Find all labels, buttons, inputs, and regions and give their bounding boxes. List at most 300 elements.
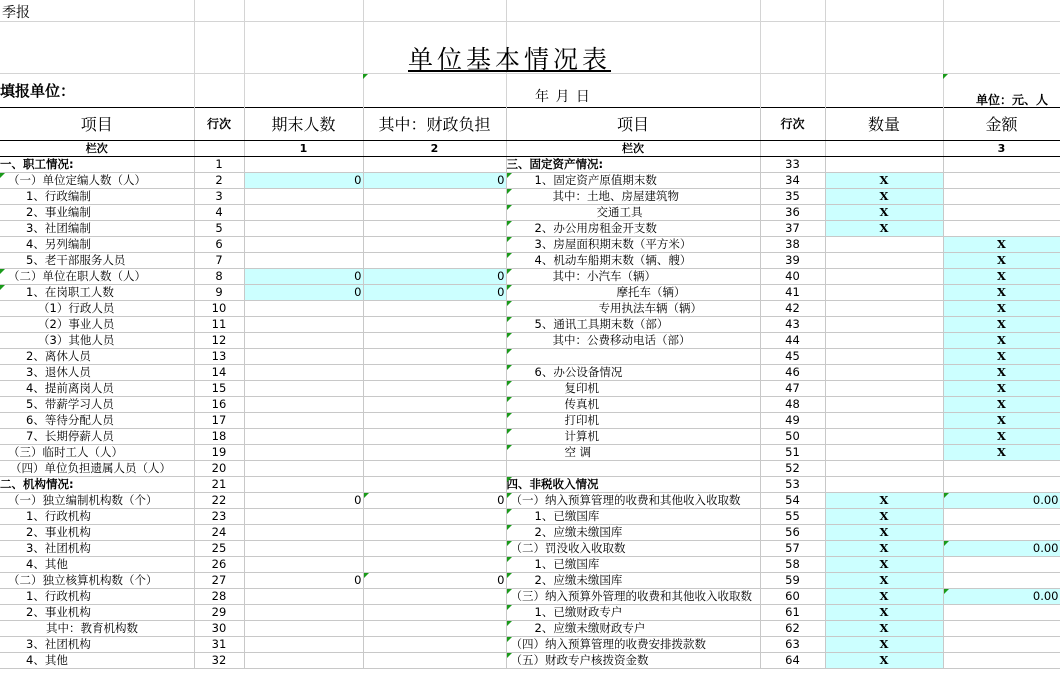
quantity-cell[interactable]: X: [825, 189, 943, 205]
left-item-label: 3、社团编制: [0, 221, 194, 237]
amount-cell[interactable]: [943, 621, 1060, 637]
right-row-number: 49: [760, 413, 825, 429]
right-row-number: 40: [760, 269, 825, 285]
right-item-label: 2、应缴未缴国库: [506, 525, 760, 541]
quantity-cell[interactable]: X: [825, 205, 943, 221]
quantity-cell[interactable]: [825, 237, 943, 253]
period-end-count-cell[interactable]: [244, 461, 363, 477]
quantity-cell[interactable]: [825, 413, 943, 429]
amount-cell[interactable]: X: [943, 269, 1060, 285]
right-item-label: 交通工具: [506, 205, 760, 221]
period-end-count-cell[interactable]: [244, 365, 363, 381]
table-row: [0, 413, 1060, 429]
right-row-number: 43: [760, 317, 825, 333]
right-item-label: 2、办公用房租金开支数: [506, 221, 760, 237]
table-row: [0, 429, 1060, 445]
period-end-count-cell[interactable]: 0: [244, 173, 363, 189]
quantity-cell[interactable]: [825, 157, 943, 173]
comment-marker: [363, 74, 368, 79]
left-item-label: 3、社团机构: [0, 637, 194, 653]
left-item-label: 4、另列编制: [0, 237, 194, 253]
period-end-count-cell[interactable]: [244, 653, 363, 669]
right-row-number: 35: [760, 189, 825, 205]
period-end-count-cell[interactable]: [244, 189, 363, 205]
right-item-label: [506, 461, 760, 477]
left-item-label: （二）单位在职人数（人）: [0, 269, 194, 285]
finance-count-cell[interactable]: [363, 557, 506, 573]
period-end-count-cell[interactable]: [244, 349, 363, 365]
finance-count-cell[interactable]: [363, 413, 506, 429]
quantity-cell[interactable]: [825, 429, 943, 445]
period-end-count-cell[interactable]: [244, 621, 363, 637]
amount-cell[interactable]: [943, 525, 1060, 541]
period-end-count-cell[interactable]: [244, 317, 363, 333]
table-row: [0, 477, 1060, 493]
sub-header-empty: [825, 141, 943, 157]
amount-cell[interactable]: [943, 605, 1060, 621]
table-row: [0, 285, 1060, 301]
right-item-label: 复印机: [506, 381, 760, 397]
left-row-number: 24: [194, 525, 244, 541]
right-row-number: 61: [760, 605, 825, 621]
left-row-number: 7: [194, 253, 244, 269]
finance-count-cell[interactable]: 0: [363, 573, 506, 589]
right-item-label: 四、非税收入情况: [506, 477, 760, 493]
finance-count-cell[interactable]: [363, 637, 506, 653]
left-row-number: 4: [194, 205, 244, 221]
period-end-count-cell[interactable]: [244, 301, 363, 317]
left-row-number: 22: [194, 493, 244, 509]
quantity-cell[interactable]: X: [825, 605, 943, 621]
header-item: 项目: [0, 108, 194, 141]
right-row-number: 51: [760, 445, 825, 461]
amount-cell[interactable]: X: [943, 381, 1060, 397]
header-of-which-finance: 其中：财政负担: [363, 108, 506, 141]
quantity-cell[interactable]: [825, 461, 943, 477]
unit-note: 单位：元、人: [976, 93, 1049, 107]
table-row: [0, 461, 1060, 477]
left-row-number: 19: [194, 445, 244, 461]
left-row-number: 17: [194, 413, 244, 429]
period-end-count-cell[interactable]: [244, 429, 363, 445]
report-type-label: 季报: [2, 5, 30, 21]
sub-header-c3: 3: [943, 141, 1060, 157]
quantity-cell[interactable]: [825, 365, 943, 381]
table-row: [0, 221, 1060, 237]
left-item-label: （3）其他人员: [0, 333, 194, 349]
left-item-label: （四）单位负担遗属人员（人）: [0, 461, 194, 477]
quantity-cell[interactable]: [825, 397, 943, 413]
right-row-number: 47: [760, 381, 825, 397]
quantity-cell[interactable]: [825, 285, 943, 301]
left-row-number: 27: [194, 573, 244, 589]
header-quantity: 数量: [825, 108, 943, 141]
header-period-end-count: 期末人数: [244, 108, 363, 141]
right-item-label: 计算机: [506, 429, 760, 445]
finance-count-cell[interactable]: [363, 301, 506, 317]
header-row-no-2: 行次: [760, 108, 825, 141]
amount-cell[interactable]: 0.00: [943, 589, 1060, 605]
finance-count-cell[interactable]: [363, 205, 506, 221]
period-end-count-cell[interactable]: [244, 237, 363, 253]
finance-count-cell[interactable]: [363, 509, 506, 525]
left-item-label: 2、事业编制: [0, 205, 194, 221]
quantity-cell[interactable]: X: [825, 221, 943, 237]
finance-count-cell[interactable]: [363, 445, 506, 461]
quantity-cell[interactable]: [825, 381, 943, 397]
header-item-2: 项目: [506, 108, 760, 141]
quantity-cell[interactable]: [825, 349, 943, 365]
quantity-cell[interactable]: X: [825, 637, 943, 653]
right-item-label: 其中：土地、房屋建筑物: [506, 189, 760, 205]
quantity-cell[interactable]: X: [825, 173, 943, 189]
right-item-label: 6、办公设备情况: [506, 365, 760, 381]
finance-count-cell[interactable]: [363, 157, 506, 173]
right-item-label: 打印机: [506, 413, 760, 429]
right-row-number: 53: [760, 477, 825, 493]
period-end-count-cell[interactable]: [244, 557, 363, 573]
left-item-label: 3、社团机构: [0, 541, 194, 557]
quantity-cell[interactable]: [825, 445, 943, 461]
right-row-number: 60: [760, 589, 825, 605]
table-row: [0, 541, 1060, 557]
amount-cell[interactable]: 0.00: [943, 493, 1060, 509]
left-item-label: 4、其他: [0, 653, 194, 669]
table-row: [0, 397, 1060, 413]
quantity-cell[interactable]: [825, 301, 943, 317]
period-end-count-cell[interactable]: [244, 445, 363, 461]
finance-count-cell[interactable]: [363, 317, 506, 333]
amount-cell[interactable]: [943, 557, 1060, 573]
quantity-cell[interactable]: X: [825, 509, 943, 525]
finance-count-cell[interactable]: [363, 189, 506, 205]
finance-count-cell[interactable]: [363, 621, 506, 637]
amount-cell[interactable]: [943, 461, 1060, 477]
left-item-label: 4、提前离岗人员: [0, 381, 194, 397]
left-row-number: 18: [194, 429, 244, 445]
right-item-label: 3、房屋面积期末数（平方米）: [506, 237, 760, 253]
quantity-cell[interactable]: X: [825, 573, 943, 589]
period-end-count-cell[interactable]: [244, 221, 363, 237]
right-item-label: 1、已缴国库: [506, 557, 760, 573]
finance-count-cell[interactable]: [363, 349, 506, 365]
left-row-number: 25: [194, 541, 244, 557]
table-row: [0, 189, 1060, 205]
right-row-number: 56: [760, 525, 825, 541]
sub-header-col-label: 栏次: [0, 141, 194, 157]
left-row-number: 6: [194, 237, 244, 253]
right-row-number: 54: [760, 493, 825, 509]
right-row-number: 52: [760, 461, 825, 477]
right-row-number: 50: [760, 429, 825, 445]
finance-count-cell[interactable]: [363, 253, 506, 269]
left-row-number: 32: [194, 653, 244, 669]
amount-cell[interactable]: [943, 221, 1060, 237]
finance-count-cell[interactable]: [363, 381, 506, 397]
quantity-cell[interactable]: X: [825, 525, 943, 541]
left-row-number: 23: [194, 509, 244, 525]
sub-header-col-label-2: 栏次: [506, 141, 760, 157]
right-row-number: 36: [760, 205, 825, 221]
table-row: [0, 445, 1060, 461]
amount-cell[interactable]: X: [943, 317, 1060, 333]
left-item-label: 5、带薪学习人员: [0, 397, 194, 413]
left-row-number: 26: [194, 557, 244, 573]
left-item-label: 1、行政编制: [0, 189, 194, 205]
table-row: [0, 301, 1060, 317]
finance-count-cell[interactable]: [363, 653, 506, 669]
table-row: [0, 157, 1060, 173]
right-row-number: 55: [760, 509, 825, 525]
finance-count-cell[interactable]: [363, 477, 506, 493]
quantity-cell[interactable]: X: [825, 589, 943, 605]
finance-count-cell[interactable]: [363, 237, 506, 253]
right-item-label: 传真机: [506, 397, 760, 413]
period-end-count-cell[interactable]: [244, 589, 363, 605]
left-item-label: 1、在岗职工人数: [0, 285, 194, 301]
right-item-label: （四）纳入预算管理的收费安排拨款数: [506, 637, 760, 653]
table-row: [0, 333, 1060, 349]
left-row-number: 29: [194, 605, 244, 621]
period-end-count-cell[interactable]: 0: [244, 285, 363, 301]
quantity-cell[interactable]: X: [825, 621, 943, 637]
amount-cell[interactable]: [943, 653, 1060, 669]
left-item-label: 6、等待分配人员: [0, 413, 194, 429]
right-item-label: 2、应缴未缴财政专户: [506, 621, 760, 637]
right-row-number: 59: [760, 573, 825, 589]
quantity-cell[interactable]: [825, 333, 943, 349]
amount-cell[interactable]: [943, 573, 1060, 589]
table-row: [0, 237, 1060, 253]
left-row-number: 8: [194, 269, 244, 285]
right-item-label: 空 调: [506, 445, 760, 461]
finance-count-cell[interactable]: [363, 525, 506, 541]
amount-cell[interactable]: X: [943, 413, 1060, 429]
left-item-label: 1、行政机构: [0, 509, 194, 525]
period-end-count-cell[interactable]: [244, 333, 363, 349]
period-end-count-cell[interactable]: [244, 541, 363, 557]
left-item-label: 1、行政机构: [0, 589, 194, 605]
right-row-number: 57: [760, 541, 825, 557]
table-row: [0, 525, 1060, 541]
amount-cell[interactable]: X: [943, 237, 1060, 253]
amount-cell[interactable]: X: [943, 301, 1060, 317]
left-item-label: 2、事业机构: [0, 605, 194, 621]
amount-cell[interactable]: [943, 173, 1060, 189]
table-row: [0, 653, 1060, 669]
right-row-number: 42: [760, 301, 825, 317]
left-item-label: 4、其他: [0, 557, 194, 573]
period-end-count-cell[interactable]: [244, 381, 363, 397]
left-item-label: 5、老干部服务人员: [0, 253, 194, 269]
left-item-label: （2）事业人员: [0, 317, 194, 333]
page-title: 单位基本情况表: [408, 45, 612, 74]
left-item-label: （1）行政人员: [0, 301, 194, 317]
amount-cell[interactable]: X: [943, 253, 1060, 269]
left-row-number: 14: [194, 365, 244, 381]
left-row-number: 13: [194, 349, 244, 365]
table-row: [0, 637, 1060, 653]
left-row-number: 10: [194, 301, 244, 317]
quantity-cell[interactable]: X: [825, 493, 943, 509]
right-item-label: 专用执法车辆（辆）: [506, 301, 760, 317]
finance-count-cell[interactable]: [363, 397, 506, 413]
header-row-no: 行次: [194, 108, 244, 141]
amount-cell[interactable]: X: [943, 333, 1060, 349]
left-item-label: 7、长期停薪人员: [0, 429, 194, 445]
period-end-count-cell[interactable]: [244, 605, 363, 621]
period-end-count-cell[interactable]: [244, 253, 363, 269]
finance-count-cell[interactable]: [363, 589, 506, 605]
finance-count-cell[interactable]: [363, 461, 506, 477]
right-row-number: 37: [760, 221, 825, 237]
table-row: [0, 365, 1060, 381]
quantity-cell[interactable]: X: [825, 653, 943, 669]
finance-count-cell[interactable]: [363, 605, 506, 621]
right-item-label: 1、已缴财政专户: [506, 605, 760, 621]
sub-header-empty: [760, 141, 825, 157]
right-item-label: 摩托车（辆）: [506, 285, 760, 301]
amount-cell[interactable]: [943, 477, 1060, 493]
right-row-number: 45: [760, 349, 825, 365]
left-item-label: 3、退休人员: [0, 365, 194, 381]
amount-cell[interactable]: [943, 637, 1060, 653]
fill-unit-label: 填报单位：: [0, 82, 76, 100]
right-row-number: 58: [760, 557, 825, 573]
header-amount: 金额: [943, 108, 1060, 141]
period-end-count-cell[interactable]: [244, 157, 363, 173]
amount-cell[interactable]: [943, 189, 1060, 205]
right-item-label: （一）纳入预算管理的收费和其他收入收取数: [506, 493, 760, 509]
left-item-label: （一）独立编制机构数（个）: [0, 493, 194, 509]
left-row-number: 2: [194, 173, 244, 189]
basic-info-table: [0, 107, 1060, 669]
table-row: [0, 573, 1060, 589]
amount-cell[interactable]: 0.00: [943, 541, 1060, 557]
finance-count-cell[interactable]: [363, 333, 506, 349]
period-end-count-cell[interactable]: 0: [244, 573, 363, 589]
period-end-count-cell[interactable]: [244, 637, 363, 653]
finance-count-cell[interactable]: [363, 365, 506, 381]
amount-cell[interactable]: [943, 157, 1060, 173]
quantity-cell[interactable]: X: [825, 557, 943, 573]
left-item-label: 2、事业机构: [0, 525, 194, 541]
table-row: [0, 349, 1060, 365]
right-row-number: 46: [760, 365, 825, 381]
left-row-number: 31: [194, 637, 244, 653]
left-item-label: 二、机构情况:: [0, 477, 194, 493]
left-row-number: 16: [194, 397, 244, 413]
amount-cell[interactable]: X: [943, 397, 1060, 413]
left-row-number: 5: [194, 221, 244, 237]
right-row-number: 38: [760, 237, 825, 253]
left-row-number: 21: [194, 477, 244, 493]
left-row-number: 28: [194, 589, 244, 605]
right-item-label: （五）财政专户核拨资金数: [506, 653, 760, 669]
amount-cell[interactable]: X: [943, 285, 1060, 301]
period-end-count-cell[interactable]: [244, 205, 363, 221]
table-row: [0, 205, 1060, 221]
right-item-label: 5、通讯工具期末数（部）: [506, 317, 760, 333]
right-row-number: 44: [760, 333, 825, 349]
quantity-cell[interactable]: [825, 317, 943, 333]
amount-cell[interactable]: X: [943, 365, 1060, 381]
left-row-number: 9: [194, 285, 244, 301]
quantity-cell[interactable]: [825, 477, 943, 493]
quantity-cell[interactable]: [825, 269, 943, 285]
table-row: [0, 317, 1060, 333]
amount-cell[interactable]: X: [943, 445, 1060, 461]
right-item-label: 1、固定资产原值期末数: [506, 173, 760, 189]
left-item-label: （一）单位定编人数（人）: [0, 173, 194, 189]
right-item-label: 其中：小汽车（辆）: [506, 269, 760, 285]
left-row-number: 30: [194, 621, 244, 637]
left-item-label: （三）临时工人（人）: [0, 445, 194, 461]
left-row-number: 1: [194, 157, 244, 173]
right-row-number: 33: [760, 157, 825, 173]
period-end-count-cell[interactable]: [244, 397, 363, 413]
right-item-label: 三、固定资产情况:: [506, 157, 760, 173]
finance-count-cell[interactable]: [363, 429, 506, 445]
amount-cell[interactable]: [943, 205, 1060, 221]
right-row-number: 39: [760, 253, 825, 269]
date-label: 年 月 日: [535, 89, 590, 105]
finance-count-cell[interactable]: [363, 541, 506, 557]
right-item-label: （二）罚没收入收取数: [506, 541, 760, 557]
left-item-label: 一、职工情况:: [0, 157, 194, 173]
amount-cell[interactable]: X: [943, 429, 1060, 445]
comment-marker: [943, 74, 948, 79]
finance-count-cell[interactable]: 0: [363, 173, 506, 189]
right-item-label: 4、机动车船期末数（辆、艘）: [506, 253, 760, 269]
right-row-number: 41: [760, 285, 825, 301]
table-row: [0, 605, 1060, 621]
sub-header-c1: 1: [244, 141, 363, 157]
right-item-label: 其中：公费移动电话（部）: [506, 333, 760, 349]
table-row: [0, 381, 1060, 397]
right-item-label: 2、应缴未缴国库: [506, 573, 760, 589]
left-row-number: 11: [194, 317, 244, 333]
period-end-count-cell[interactable]: 0: [244, 493, 363, 509]
right-row-number: 63: [760, 637, 825, 653]
period-end-count-cell[interactable]: [244, 477, 363, 493]
sub-header-empty: [194, 141, 244, 157]
left-row-number: 3: [194, 189, 244, 205]
finance-count-cell[interactable]: 0: [363, 493, 506, 509]
period-end-count-cell[interactable]: [244, 413, 363, 429]
finance-count-cell[interactable]: 0: [363, 285, 506, 301]
amount-cell[interactable]: [943, 509, 1060, 525]
table-row: [0, 493, 1060, 509]
left-row-number: 12: [194, 333, 244, 349]
table-row: [0, 621, 1060, 637]
amount-cell[interactable]: X: [943, 349, 1060, 365]
right-row-number: 62: [760, 621, 825, 637]
quantity-cell[interactable]: X: [825, 541, 943, 557]
table-row: [0, 557, 1060, 573]
finance-count-cell[interactable]: [363, 221, 506, 237]
finance-count-cell[interactable]: 0: [363, 269, 506, 285]
period-end-count-cell[interactable]: 0: [244, 269, 363, 285]
right-item-label: （三）纳入预算外管理的收费和其他收入收取数: [506, 589, 760, 605]
table-row: [0, 173, 1060, 189]
period-end-count-cell[interactable]: [244, 525, 363, 541]
quantity-cell[interactable]: [825, 253, 943, 269]
left-row-number: 15: [194, 381, 244, 397]
right-row-number: 34: [760, 173, 825, 189]
sub-header-c2: 2: [363, 141, 506, 157]
period-end-count-cell[interactable]: [244, 509, 363, 525]
